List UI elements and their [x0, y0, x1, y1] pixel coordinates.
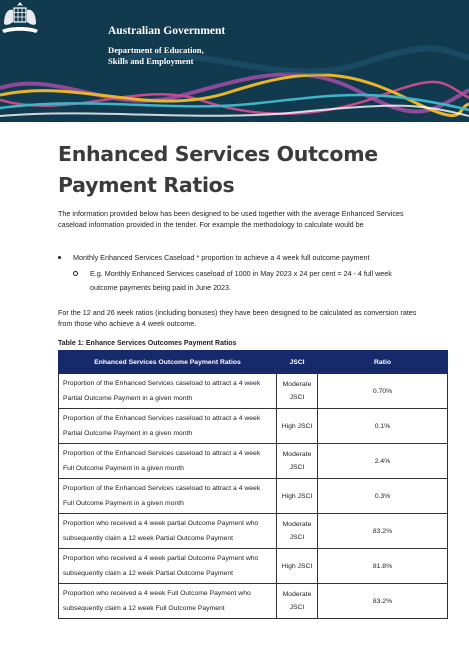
- table-row: [59, 514, 448, 549]
- row-jsci: High JSCI: [277, 549, 318, 584]
- column-header-ratio: Ratio: [318, 351, 448, 374]
- column-header-jsci: JSCI: [277, 351, 318, 374]
- table-row: [59, 584, 448, 619]
- government-name: Australian Government: [108, 25, 226, 37]
- row-ratio: 83.2%: [318, 514, 448, 549]
- table-row: [59, 409, 448, 444]
- commonwealth-coat-of-arms-icon: [0, 0, 40, 36]
- row-jsci: Moderate JSCI: [277, 584, 318, 619]
- row-ratio: 83.2%: [318, 584, 448, 619]
- bullet-dot-icon: [58, 256, 61, 259]
- department-line-2: Skills and Employment: [108, 55, 194, 66]
- department-line-1: Department of Education,: [108, 45, 204, 55]
- row-description: Proportion who received a 4 week partial Outcome Payment who subsequently claim a 12 week Partial Outcome Payment: [59, 549, 277, 584]
- department-name: [108, 45, 228, 66]
- table-row: [59, 374, 448, 409]
- column-header-ratios: Enhanced Services Outcome Payment Ratios: [59, 351, 277, 374]
- header-banner: [0, 0, 469, 122]
- row-ratio: 0.3%: [318, 479, 448, 514]
- outcome-ratios-table: [58, 350, 448, 619]
- table-row: [59, 479, 448, 514]
- hollow-bullet-icon: [73, 271, 78, 276]
- row-jsci: High JSCI: [277, 409, 318, 444]
- row-jsci: Moderate JSCI: [277, 374, 318, 409]
- table-row: [59, 549, 448, 584]
- intro-paragraph: The information provided below has been designed to be used together with the average Enhanced Services caseload information provided in the tender. For example the methodology to calculate would be: [58, 209, 404, 229]
- row-ratio: 0.70%: [318, 374, 448, 409]
- row-ratio: 81.8%: [318, 549, 448, 584]
- row-description: Proportion of the Enhanced Services caseload to attract a 4 week Partial Outcome Payment in a given month: [59, 409, 277, 444]
- table-header-row: [59, 351, 448, 374]
- page-title: Enhanced Services Outcome Payment Ratios: [58, 142, 378, 197]
- ratio-paragraph: For the 12 and 26 week ratios (including bonuses) they have been designed to be calculated as conversion rates from those who achieve a 4 week outcome.: [58, 308, 417, 328]
- bullet-text: Monthly Enhanced Services Caseload * proportion to achieve a 4 week full outcome payment: [73, 253, 370, 262]
- row-ratio: 0.1%: [318, 409, 448, 444]
- row-description: Proportion of the Enhanced Services caseload to attract a 4 week Full Outcome Payment in a given month: [59, 444, 277, 479]
- row-jsci: High JSCI: [277, 479, 318, 514]
- row-description: Proportion who received a 4 week Full Outcome Payment who subsequently claim a 12 week Full Outcome Payment: [59, 584, 277, 619]
- table-row: [59, 444, 448, 479]
- row-description: Proportion of the Enhanced Services caseload to attract a 4 week Partial Outcome Payment in a given month: [59, 374, 277, 409]
- decorative-waves: [0, 0, 469, 122]
- row-jsci: Moderate JSCI: [277, 444, 318, 479]
- table-caption: Table 1: Enhance Services Outcomes Payment Ratios: [58, 340, 237, 347]
- sub-bullet-text: E.g. Monthly Enhanced Services caseload of 1000 in May 2023 x 24 per cent = 24 - 4 full week outcome payments being paid in June 2023.: [90, 269, 392, 292]
- row-description: Proportion who received a 4 week partial Outcome Payment who subsequently claim a 12 week Partial Outcome Payment: [59, 514, 277, 549]
- row-description: Proportion of the Enhanced Services caseload to attract a 4 week Full Outcome Payment in a given month: [59, 479, 277, 514]
- row-ratio: 2.4%: [318, 444, 448, 479]
- row-jsci: Moderate JSCI: [277, 514, 318, 549]
